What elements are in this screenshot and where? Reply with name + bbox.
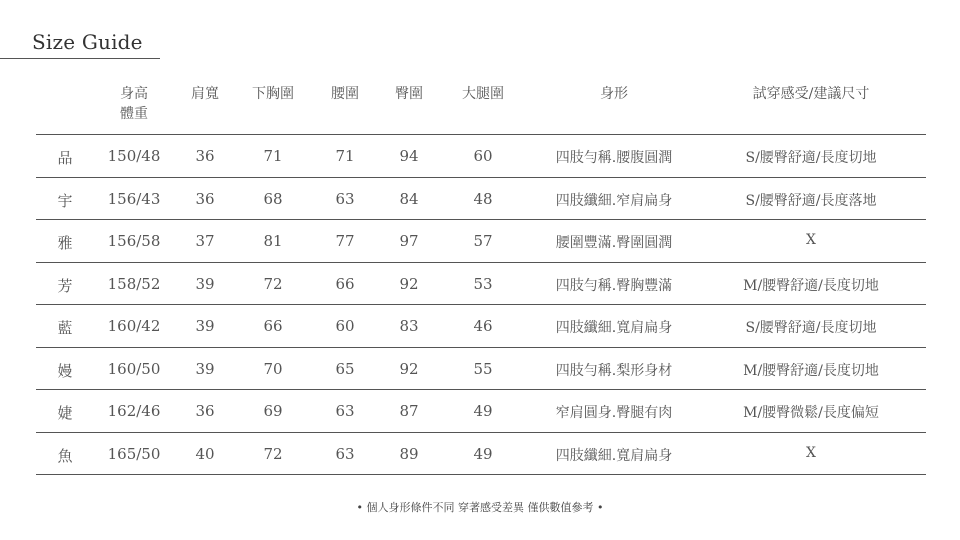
cell-shoulder: 39 — [195, 359, 215, 378]
cell-fit: M/腰臀舒適/長度切地 — [743, 277, 879, 294]
cell-hip: 83 — [399, 317, 419, 335]
cell-height-weight: 165/50 — [107, 444, 161, 463]
header-thigh: 大腿圍 — [462, 86, 504, 102]
cell-body-type: 四肢纖細.窄肩扁身 — [555, 192, 673, 209]
cell-fit: X — [806, 444, 816, 461]
cell-name: 雅 — [57, 234, 73, 252]
cell-underbust: 70 — [263, 359, 283, 378]
header-fit: 試穿感受/建議尺寸 — [752, 86, 870, 102]
title-underline — [0, 58, 160, 59]
table-row — [36, 348, 926, 391]
cell-name: 嫚 — [57, 361, 73, 380]
cell-waist: 63 — [335, 189, 355, 208]
cell-thigh: 53 — [473, 274, 493, 293]
header-weight-label: 體重 — [120, 106, 148, 122]
cell-underbust: 71 — [263, 147, 283, 165]
table-header — [36, 78, 926, 135]
cell-name: 品 — [57, 149, 73, 167]
cell-fit: S/腰臀舒適/長度落地 — [745, 192, 877, 209]
cell-body-type: 四肢勻稱.腰腹圓潤 — [555, 150, 673, 166]
header-hip: 臀圍 — [395, 86, 423, 102]
cell-shoulder: 37 — [195, 232, 215, 250]
cell-hip: 92 — [399, 274, 419, 293]
cell-name: 宇 — [57, 191, 73, 210]
table-row — [36, 305, 926, 348]
cell-underbust: 72 — [263, 444, 283, 463]
header-height-label: 身高 — [120, 86, 148, 102]
cell-hip: 94 — [399, 147, 419, 165]
cell-body-type: 四肢纖細.寬肩扁身 — [555, 447, 673, 464]
cell-waist: 63 — [335, 444, 355, 463]
cell-shoulder: 39 — [195, 274, 215, 293]
cell-underbust: 68 — [263, 189, 283, 208]
cell-fit: S/腰臀舒適/長度切地 — [745, 150, 877, 166]
cell-thigh: 55 — [473, 359, 493, 378]
cell-waist: 77 — [335, 232, 355, 250]
cell-hip: 87 — [399, 402, 419, 420]
cell-height-weight: 160/42 — [107, 317, 161, 335]
table-row — [36, 178, 926, 221]
cell-shoulder: 36 — [195, 402, 215, 420]
header-height-weight — [120, 84, 148, 124]
footnote: • 個人身形條件不同 穿著感受差異 僅供數值參考 • — [356, 501, 604, 514]
cell-underbust: 66 — [263, 317, 283, 335]
cell-name: 魚 — [57, 446, 73, 465]
cell-waist: 71 — [335, 147, 355, 165]
cell-height-weight: 160/50 — [107, 359, 161, 378]
cell-body-type: 四肢勻稱.臀胸豐滿 — [555, 277, 673, 294]
cell-waist: 66 — [335, 274, 355, 293]
cell-shoulder: 39 — [195, 317, 215, 335]
cell-waist: 65 — [335, 359, 355, 378]
cell-hip: 92 — [399, 359, 419, 378]
table-row — [36, 433, 926, 476]
cell-fit: M/腰臀舒適/長度切地 — [743, 362, 879, 379]
cell-thigh: 46 — [473, 317, 493, 335]
cell-name: 婕 — [57, 404, 73, 422]
table-body — [36, 135, 926, 475]
cell-fit: M/腰臀微鬆/長度偏短 — [743, 405, 879, 421]
cell-height-weight: 162/46 — [107, 402, 161, 420]
page-title: Size Guide — [32, 30, 143, 54]
cell-hip: 97 — [399, 232, 419, 250]
cell-thigh: 49 — [473, 402, 493, 420]
cell-thigh: 60 — [473, 147, 493, 165]
cell-body-type: 四肢勻稱.梨形身材 — [555, 362, 673, 379]
cell-hip: 84 — [399, 189, 419, 208]
table-row — [36, 135, 926, 178]
cell-thigh: 49 — [473, 444, 493, 463]
cell-underbust: 69 — [263, 402, 283, 420]
cell-fit: X — [806, 232, 816, 248]
cell-name: 芳 — [57, 276, 73, 295]
cell-height-weight: 156/43 — [107, 189, 161, 208]
cell-body-type: 四肢纖細.寬肩扁身 — [555, 320, 673, 336]
cell-shoulder: 36 — [195, 189, 215, 208]
cell-underbust: 72 — [263, 274, 283, 293]
cell-shoulder: 36 — [195, 147, 215, 165]
cell-fit: S/腰臀舒適/長度切地 — [745, 320, 877, 336]
cell-height-weight: 158/52 — [107, 274, 161, 293]
cell-body-type: 窄肩圓身.臀腿有肉 — [555, 405, 673, 421]
cell-height-weight: 150/48 — [107, 147, 161, 165]
cell-height-weight: 156/58 — [107, 232, 161, 250]
cell-hip: 89 — [399, 444, 419, 463]
table-row — [36, 220, 926, 263]
header-shoulder: 肩寬 — [191, 86, 219, 102]
header-body-type: 身形 — [600, 86, 628, 102]
cell-name: 藍 — [57, 319, 73, 337]
cell-waist: 63 — [335, 402, 355, 420]
cell-underbust: 81 — [263, 232, 283, 250]
table-row — [36, 390, 926, 433]
header-underbust: 下胸圍 — [252, 86, 294, 102]
cell-thigh: 48 — [473, 189, 493, 208]
cell-shoulder: 40 — [195, 444, 215, 463]
size-table — [36, 78, 926, 475]
cell-waist: 60 — [335, 317, 355, 335]
header-waist: 腰圍 — [331, 86, 359, 102]
table-row — [36, 263, 926, 306]
cell-body-type: 腰圍豐滿.臀圍圓潤 — [555, 235, 673, 251]
cell-thigh: 57 — [473, 232, 493, 250]
